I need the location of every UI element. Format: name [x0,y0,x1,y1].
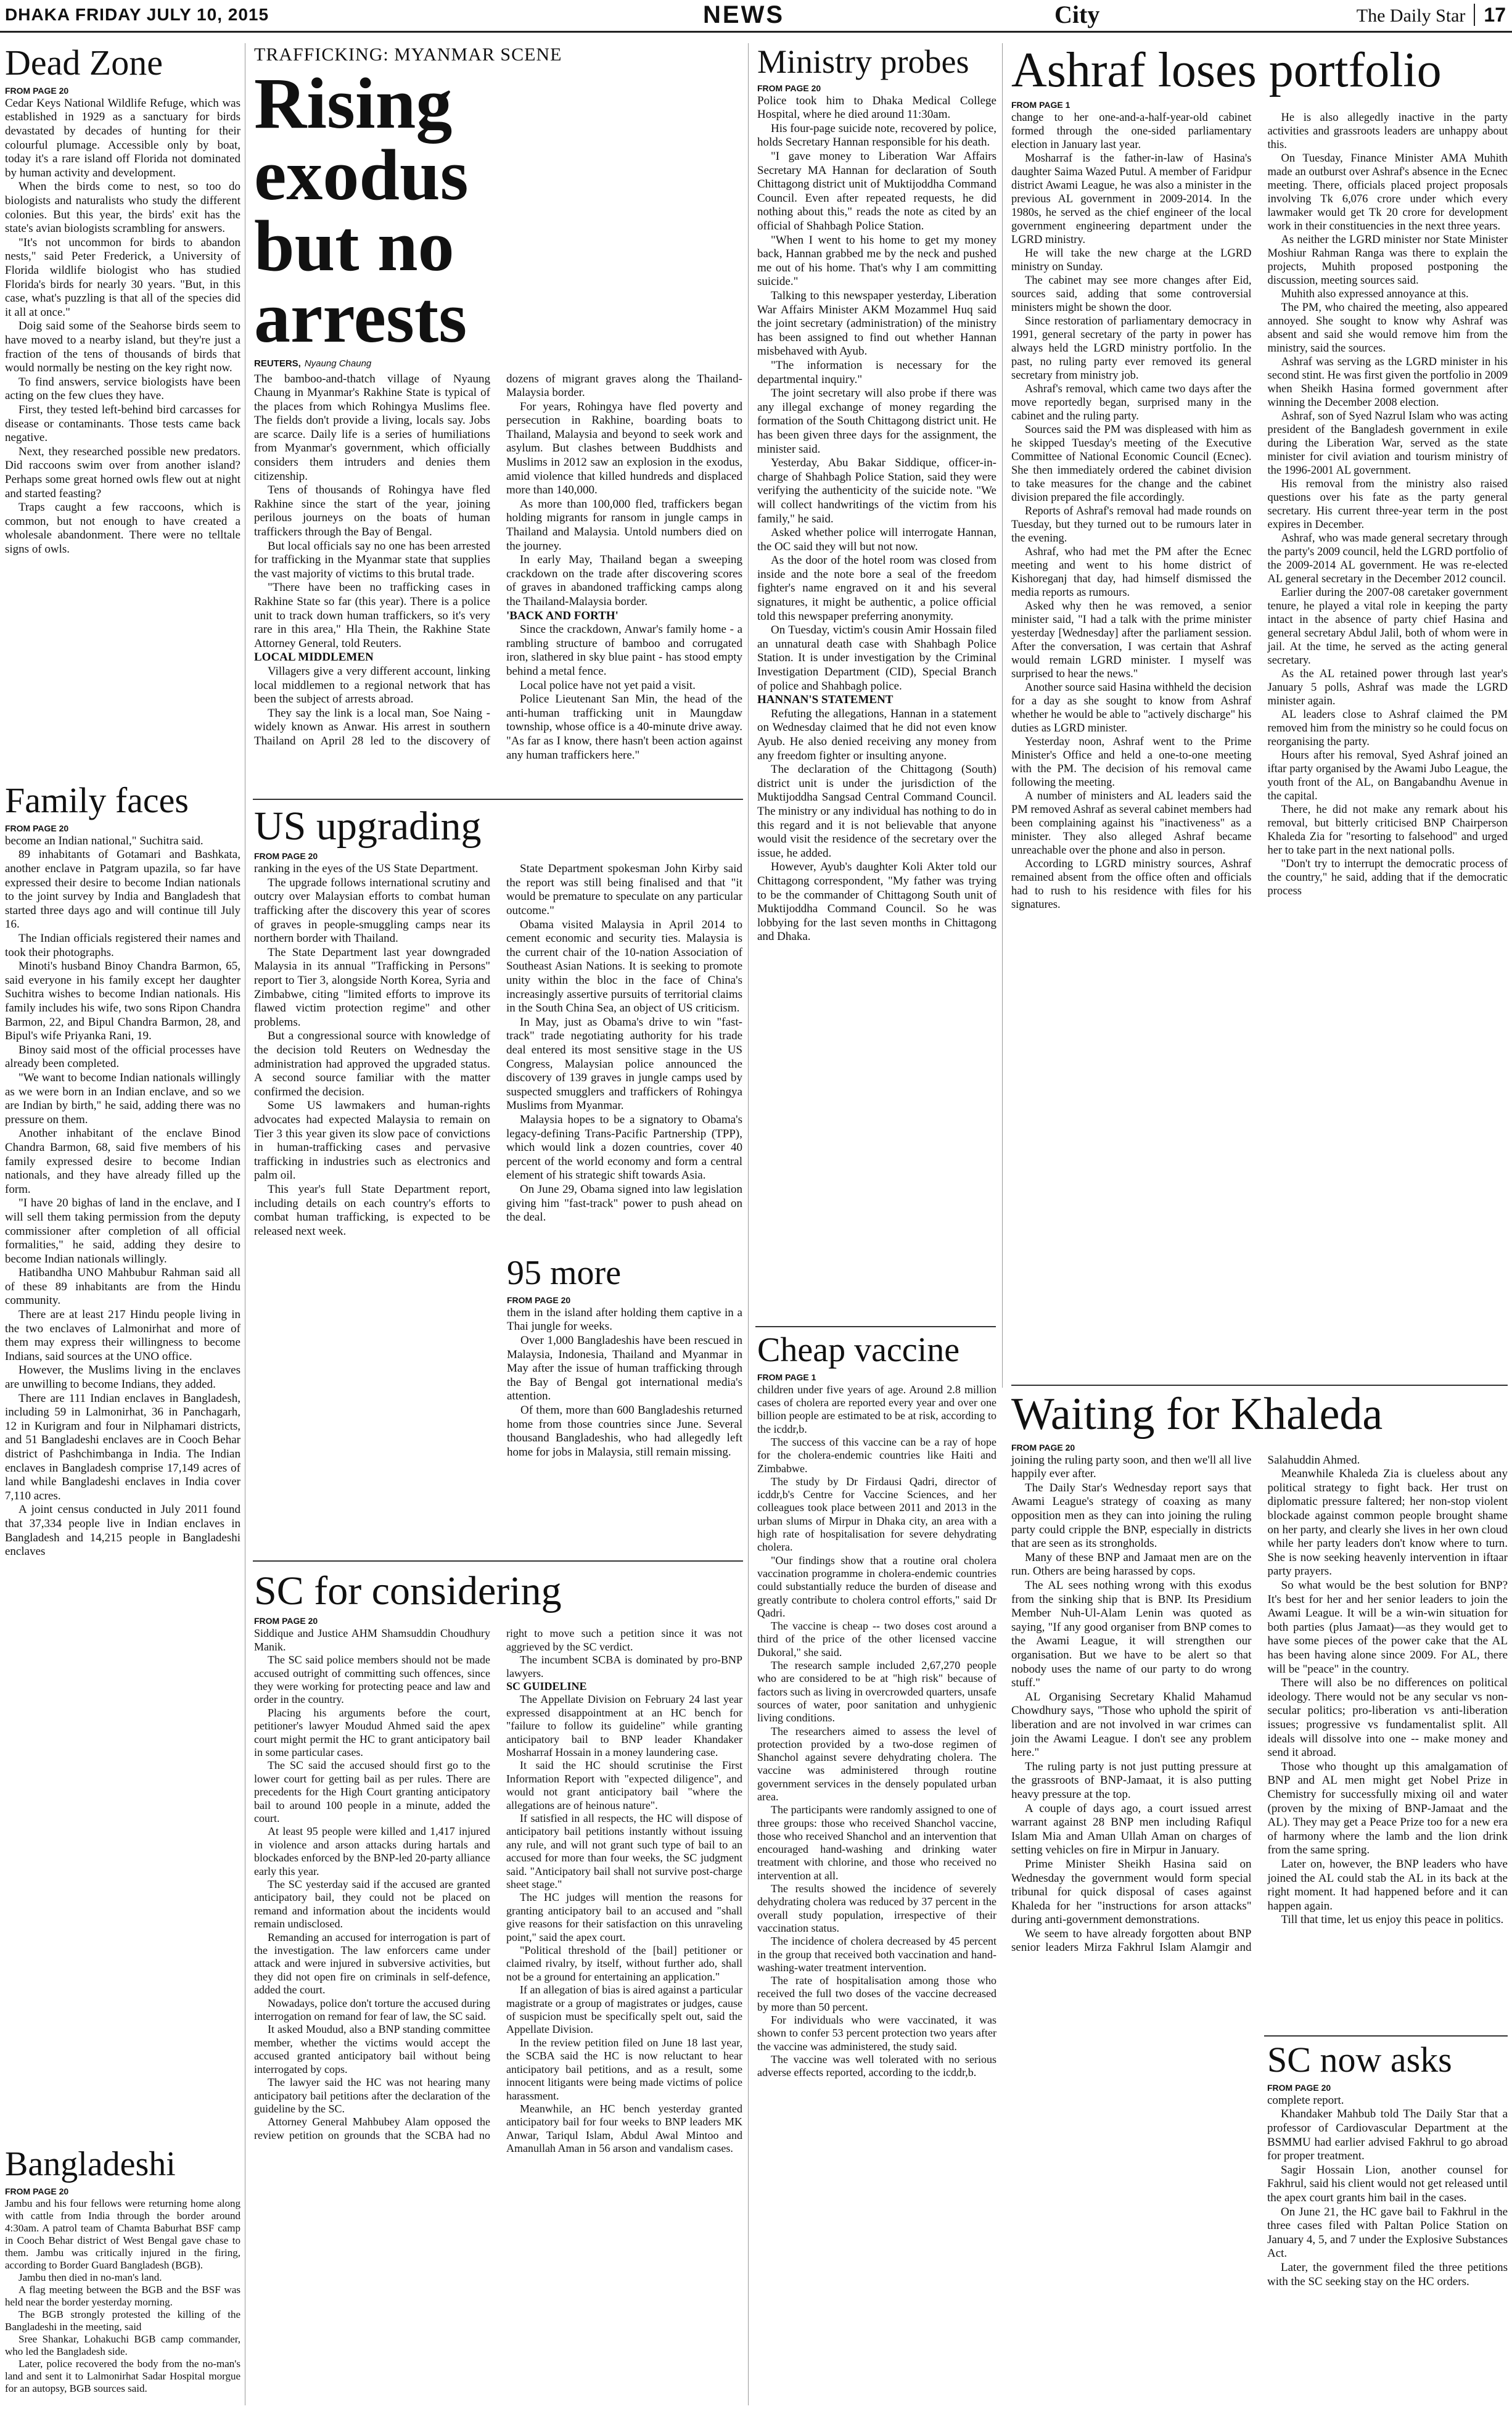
paragraph: Next, they researched possible new predators. Did raccoons swim over from another island? Perhaps some great horned owls flew out at night and started feasting? [5,445,240,500]
paragraph: But local officials say no one has been arrested for trafficking in the Myanmar state that supplies the vast majority of victims to this brutal trade. [254,539,490,580]
article-cheap-vaccine [757,1332,996,2080]
paragraph: The incidence of cholera decreased by 45 percent in the group that received both vaccination and hand-washing-water treatment intervention. [757,1935,996,1974]
jump-line: FROM PAGE 20 [757,83,821,93]
subheading: 'BACK AND FORTH' [506,609,618,622]
paragraph: Reports of Ashraf's removal had made rounds on Tuesday, but they turned out to be rumours later in the evening. [1011,505,1252,545]
paragraph: Sagir Hossain Lion, another counsel for Fakhrul, said his client would not get released until the apex court grants him bail in the cases. [1267,2163,1508,2205]
paragraph: Refuting the allegations, Hannan in a statement on Wednesday claimed that he did not even know Ayub. He also denied receiving any money from any freedom fighter or insulting anyone. [757,707,996,762]
jump-line: FROM PAGE 20 [5,2186,69,2196]
paragraph: We seem to have already forgotten about BNP senior leaders Mirza Fakhrul Islam Alamgir and Salahuddin Ahmed. [1011,1453,1360,1955]
paragraph: Traps caught a few raccoons, which is common, but not enough to have created a wholesale abandonment. There were no telltale signs of owls. [5,501,240,556]
subheading: HANNAN'S STATEMENT [757,693,894,707]
paragraph: On Tuesday, Finance Minister AMA Muhith made an outburst over Ashraf's absence in the Ecnec meeting. There, officials placed project proposals involving Tk 6,076 crore under which every lawmaker would get Tk 20 crore for development work in their constituencies in the next three years. [1267,152,1508,233]
paragraph: According to LGRD ministry sources, Ashraf remained absent from the office often and officials had to rush to his residence with files for his signatures. [1011,858,1252,911]
paragraph: Obama visited Malaysia in April 2014 to cement economic and security ties. Malaysia is the current chair of the 10-nation Association of Southeast Asian Nations. It is seeking to promote unity within the bloc in the face of China's increasingly assertive pursuits of territorial claims in the South China Sea, an object of US criticism. [506,918,742,1015]
article-headline: 95 more [507,1254,622,1292]
paragraph: Many of these BNP and Jamaat men are on the run. Others are being harassed by cops. [1011,1551,1252,1578]
paragraph: The declaration of the Chittagong (South) district unit is under the jurisdiction of the Muktijoddha Sangsad Central Command Council. The ministry or any individual has nothing to do in this regard and it is not believable that anyone would visit the residence of the secretary over the issue, he added. [757,763,996,860]
page-header [0,0,1512,33]
paragraph: "We want to become Indian nationals willingly as we were born in an Indian enclave, and so we are Indian by birth," he said, adding there was no pressure on them. [5,1071,240,1126]
paragraph: The results showed the incidence of severely dehydrating cholera was reduced by 37 percent in the overall study population, irrespective of their vaccination status. [757,1882,996,1934]
article-family-faces [5,782,240,1559]
article-headline: US upgrading [254,804,482,849]
subheading: LOCAL MIDDLEMEN [254,651,374,664]
paragraph: Earlier during the 2007-08 caretaker government tenure, he played a vital role in keeping the party intact in the absence of party chief Hasina and general secretary Abdul Jalil, both of whom were in jail. At the time, he served as the acting general secretary. [1267,587,1508,667]
paragraph: The joint secretary will also probe if there was any illegal exchange of money regarding the formation of the South Chittagong district unit. He has been given three days for the assignment, the minister said. [757,387,996,456]
paragraph: "It's not uncommon for birds to abandon nests," said Peter Frederick, a University of Florida wildlife biologist who has studied Florida's birds for nearly 30 years. "But, in this case, what's puzzling is that all of the species did it all at once." [5,236,240,319]
paragraph: There will also be no differences on political ideology. There would not be any secular vs non-secular politics; pro-liberation vs anti-liberation issues; progressive vs fundamentalist split. All ideals will dissolve into one -- make money and send it abroad. [1267,1676,1508,1760]
article-headline: Cheap vaccine [757,1331,960,1369]
paragraph: There are 111 Indian enclaves in Bangladesh, including 59 in Lalmonirhat, 36 in Panchagarh, 12 in Kurigram and four in Nilphamari districts, and 51 Bangladeshi enclaves are in Cooch Behar district of Pashchimbanga in India. The Indian enclaves in Bangladesh comprise 17,149 acres of land while Bangladeshi enclaves in India cover 7,110 acres. [5,1391,240,1502]
paragraph: "There have been no trafficking cases in Rakhine State so far (this year). There is a police unit to track down human traffickers, so it's very rare in this area," Hla Thein, the Rakhine State Attorney General, told Reuters. [254,581,490,650]
paragraph: Minoti's husband Binoy Chandra Barmon, 65, said everyone in his family except her daughter Suchitra wishes to become Indian nationals. His family includes his wife, two sons Ripon Chandra Barmon, 22, and Bipul Chandra Barmon, 28, and Bipul's wife Priyanka Rani, 19. [5,960,240,1043]
paragraph: The SC yesterday said if the accused are granted anticipatory bail, they could not be placed on remand and information about the incidents would remain undisclosed. [254,1878,490,1930]
paragraph: Tens of thousands of Rohingya have fled Rakhine since the start of the year, joining perilous journeys on the boats of human traffickers through the Bay of Bengal. [254,484,490,539]
paragraph: The PM, who chaired the meeting, also appeared annoyed. She sought to know why Ashraf was absent and said she would remove him from the ministry, said the sources. [1267,302,1508,355]
paragraph: However, the Muslims living in the enclaves are unwilling to become Indians, they added. [5,1364,240,1391]
article-sc-now-asks [1267,2041,1508,2289]
paragraph: The lawyer said the HC was not hearing many anticipatory bail petitions after the declaration of the guideline by the SC. [254,2076,490,2115]
page-number: 17 [1474,4,1506,26]
article-headline: Family faces [5,780,189,820]
article-body [5,834,240,1559]
paragraph: change to her one-and-a-half-year-old cabinet formed through the one-sided parliamentary election in January last year. [1011,112,1252,151]
paragraph: When the birds come to nest, so too do biologists and naturalists who study the different colonies. But this year, the birds' exit has the state's avian biologists scrambling for answers. [5,180,240,236]
paragraph: Till that time, let us enjoy this peace in politics. [1281,1913,1504,1927]
paragraph: Meanwhile, an HC bench yesterday granted anticipatory bail for four weeks to BNP leaders MK Anwar, Tariqul Islam, Abdul Awal Mintoo and Amanullah Aman in 56 arson and vandalism cases. [506,2102,742,2155]
city-label: City [1054,1,1100,28]
paragraph: The incumbent SCBA is dominated by pro-BNP lawyers. [506,1654,742,1679]
paragraph: Another inhabitant of the enclave Binod Chandra Barmon, 68, said five members of his family expressed desire to become Indian nationals, and they have already filled up the form. [5,1127,240,1196]
paragraph: Local police have not yet paid a visit. [520,678,696,692]
paragraph: Asked whether police will interrogate Hannan, the OC said they will but not now. [757,526,996,553]
paper-name: The Daily Star [1356,6,1466,26]
paragraph: Another source said Hasina withheld the decision for a day as she sought to know from Ashraf whether he would be able to "actively discharge" his duties as LGRD minister. [1011,682,1252,735]
dateline: DHAKA FRIDAY JULY 10, 2015 [5,5,269,24]
paragraph: As the AL retained power through last year's January 5 polls, Ashraf was made the LGRD minister again. [1267,668,1508,707]
paragraph: Of them, more than 600 Bangladeshis returned home from those countries since June. Several thousand Bangladeshis, who had allegedly left home for jobs in Malaysia, still remain missing. [507,1403,742,1459]
article-us-upgrading [254,805,742,1294]
paragraph: Over 1,000 Bangladeshis have been rescued in Malaysia, Indonesia, Thailand and Myanmar in May after the issue of human trafficking through the Bay of Bengal got international media's attention. [507,1333,742,1403]
article-headline: Dead Zone [5,43,163,83]
paragraph: A flag meeting between the BGB and the BSF was held near the border yesterday morning. [5,2283,240,2308]
paragraph: In the review petition filed on June 18 last year, the SCBA said the HC is now reluctant to hear anticipatory bail petitions, and as a result, some innocent litigants were being made victims of police harassment. [506,2036,742,2102]
paragraph: There are at least 217 Hindu people living in the two enclaves of Lalmonirhat and more of them may express their willingness to become Indians, said sources at the UNO office. [5,1308,240,1363]
paragraph: 89 inhabitants of Gotamari and Bashkata, another enclave in Patgram upazila, so far have expressed their desire to become Indian nationals to the joint survey by India and Bangladesh that started three days ago and will continue till July 16. [5,848,240,931]
paragraph: As neither the LGRD minister nor State Minister Moshiur Rahman Ranga was there to explain the projects, Muhith proposed postponing the discussion, meeting sources said. [1267,234,1508,287]
article-body [254,1627,742,2386]
section-rule [1011,1385,1508,1386]
paragraph: The AL sees nothing wrong with this exodus from the sinking ship that is BNP. Its Presidium Member Nuh-Ul-Alam Lenin was quoted as saying, "If any good organiser from BNP comes to the Awami League, it will strengthen our organisation. But we have to be alert so that nobody uses the name of our party to do wrong stuff." [1011,1579,1252,1690]
kicker: TRAFFICKING: MYANMAR SCENE [254,44,562,65]
paragraph: Yesterday, Abu Bakar Siddique, officer-in-charge of Shahbagh Police Station, said they were verifying the authenticity of the suicide note. "We will collect handwritings of the victim from his family," he said. [757,456,996,525]
paragraph: become an Indian national," Suchitra said. [5,834,203,847]
paragraph: Some US lawmakers and human-rights advocates had expected Malaysia to remain on Tier 3 this year given its slow pace of convictions in human-trafficking cases and pervasive trafficking in industries such as electronics and palm oil. [254,1099,490,1182]
article-body [1011,1454,1508,2070]
byline: REUTERS, Nyaung Chaung [254,358,372,369]
paragraph: Jambu then died in no-man's land. [18,2271,162,2283]
paragraph: A joint census conducted in July 2011 found that 37,334 people live in Indian enclaves in Bangladesh and 14,215 people in Bangladeshi enclaves [5,1503,240,1559]
article-headline: Rising exodus but no arrests [254,63,469,358]
article-body [1267,2094,1508,2289]
paragraph: Since restoration of parliamentary democracy in 1991, general secretary of the party in power has always held the LGRD ministry portfolio. In the past, no ruling party ever removed its general secretary from ministry job. [1011,315,1252,382]
article-waiting-for-khaleda [1011,1391,1508,2070]
article-bangladeshi [5,2146,240,2395]
paragraph: Sree Shankar, Lohakuchi BGB camp commander, who led the Bangladesh side. [5,2333,240,2357]
paragraph: The rate of hospitalisation among those who received the full two doses of the vaccine decreased by more than 50 percent. [757,1974,996,2013]
paragraph: "I have 20 bighas of land in the enclave, and I will sell them taking permission from the deputy commissioner after completion of all official formalities," he said, adding they desire to become Indian nationals willingly. [5,1197,240,1266]
paragraph: If an allegation of bias is aired against a particular magistrate or a group of magistrates or judges, cause of suspicion must be specifically spelt out, said the Appellate Division. [506,1984,742,2036]
paragraph: Attorney General Mahbubey Alam opposed the review petition on grounds that the SCBA had no right to move such a petition since it was not aggrieved by the SC verdict. [254,1627,742,2141]
paragraph: complete report. [1267,2093,1344,2107]
paragraph: The vaccine was well tolerated with no serious adverse effects reported, according to the icddr,b. [757,2053,996,2079]
article-body [1011,111,1508,1382]
paragraph: He will take the new charge at the LGRD ministry on Sunday. [1011,247,1252,273]
paragraph: On Tuesday, victim's cousin Amir Hossain filed an unnatural death case with Shahbagh Police Station. It is under investigation by the Criminal Investigation Department (CID), Special Branch of police and Shahbagh police. [757,624,996,693]
article-headline: Bangladeshi [5,2145,176,2183]
paragraph: The research sample included 2,67,270 people who are considered to be at "high risk" because of factors such as living in overcrowded quarters, unsafe sources of water, poor sanitation and unhygienic living conditions. [757,1659,996,1724]
paragraph: The participants were randomly assigned to one of three groups: those who received Shanchol vaccine, those who received Shanchol and an intervention that encouraged hand-washing and drinking water treatment with chlorine, and those who received no intervention at all. [757,1803,996,1882]
paragraph: On June 21, the HC gave bail to Fakhrul in the three cases filed with Paltan Police Station on January 4, 5, and 7 under the Explosive Substances Act. [1267,2205,1508,2260]
jump-line: FROM PAGE 20 [5,85,69,96]
article-body [507,1306,742,1460]
paragraph: Later, the government filed the three petitions with the SC seeking stay on the HC orders. [1267,2261,1508,2288]
paragraph: Binoy said most of the official processes have already been completed. [5,1043,240,1071]
paragraph: Siddique and Justice AHM Shamsuddin Choudhury Manik. [254,1627,490,1653]
paragraph: There, he did not make any remark about his removal, but bitterly criticised BNP Chairperson Khaleda Zia for "resorting to falsehood" and urged her to take part in the next national polls. [1267,804,1508,857]
paragraph: A number of ministers and AL leaders said the PM removed Ashraf as several cabinet members had been complaining against his "inactiveness" as a minister. They also alleged Ashraf became unreachable over the phone and also in person. [1011,790,1252,857]
paragraph: "I gave money to Liberation War Affairs Secretary MA Hannan for declaration of South Chittagong district unit of Muktijoddha Command Council. Even after repeated requests, he did nothing about this," reads the note as cited by an official of Shahbagh Police Station. [757,150,996,233]
article-body [5,2198,240,2395]
paragraph: It said the HC should scrutinise the First Information Report with "expected diligence", and would not grant anticipatory bail "where the allegations are of heinous nature". [506,1759,742,1811]
paragraph: them in the island after holding them captive in a Thai jungle for weeks. [507,1306,742,1333]
article-body [254,862,742,1294]
paragraph: "When I went to his home to get my money back, Hannan grabbed me by the neck and pushed me out of his home. That's why I am committing suicide." [757,233,996,289]
section-rule [253,1560,743,1562]
paragraph: On June 29, Obama signed into law legislation giving him "fast-track" power to push ahead on the deal. [506,1182,742,1224]
jump-line: FROM PAGE 20 [254,1616,318,1626]
paragraph: First, they tested left-behind bird carcasses for disease or contaminants. Those tests came back negative. [5,403,240,445]
paragraph: Meanwhile Khaleda Zia is clueless about any political strategy to fight back. Her trust on diplomatic pressure faltered; her non-stop violent blockade against common people brought shame on her party, and clearly she lives in her own cloud while her party leaders don't know where to turn. She is now seeking heavenly intervention in iftaar party prayers. [1267,1467,1508,1578]
jump-line: FROM PAGE 20 [5,823,69,833]
paragraph: Police Lieutenant San Min, the head of the anti-human trafficking unit in Maungdaw township, whose office is a 40-minute drive away. "As far as I know, there hasn't been action against any human traffickers here." [506,693,742,762]
paragraph: "Our findings show that a routine oral cholera vaccination programme in cholera-endemic countries could substantially reduce the burden of disease and greatly contribute to cholera control efforts," said Dr Qadri. [757,1554,996,1619]
paragraph: His four-page suicide note, recovered by police, holds Secretary Hannan responsible for his death. [757,122,996,149]
paragraph: AL leaders close to Ashraf claimed the PM removed him from the ministry so he could focus on reorganising the party. [1267,709,1508,748]
article-ministry-probes [757,44,996,944]
paragraph: The study by Dr Firdausi Qadri, director of icddr,b's Centre for Vaccine Sciences, and her colleagues took place between 2011 and 2013 in the urban slums of Mirpur in Dhaka city, an area with a high rate of hospitalisation for severe dehydrating cholera. [757,1475,996,1554]
paragraph: His removal from the ministry also raised questions over his fate as the party general secretary. His current three-year term in the post expires in December. [1267,478,1508,531]
paragraph: Villagers give a very different account, linking local middlemen to a regional network that has been the subject of arrests abroad. [254,664,490,706]
paragraph: "Don't try to interrupt the democratic process of the country," he said, adding that if the democratic process [1267,858,1508,897]
paragraph: To find answers, service biologists have been acting on the few clues they have. [5,375,240,403]
paragraph: The Appellate Division on February 24 last year expressed disappointment at an HC bench for "failure to follow its guideline" while granting anticipatory bail to BNP leader Khandaker Mosharraf Hossain in a money laundering case. [506,1693,742,1758]
article-body [757,1383,996,2080]
paragraph: Ashraf, who was made general secretary through the party's 2009 council, held the LGRD portfolio of the 2009-2014 AL government. He was re-elected AL general secretary in the December 2012 council. [1267,532,1508,585]
paragraph: He is also allegedly inactive in the party activities and grassroots leaders are unhappy about this. [1267,112,1508,151]
article-ashraf-loses-portfolio [1011,44,1508,1382]
paragraph: This year's full State Department report, including details on each country's efforts to combat human trafficking, is expected to be released next week. [254,1182,490,1238]
subheading: SC GUIDELINE [506,1679,587,1692]
article-headline: Ministry probes [757,43,969,80]
paragraph: A couple of days ago, a court issued arrest warrant against 28 BNP men including Rafiqul Islam Mia and Aman Ullah Aman on charges of setting vehicles on fire in Mirpur in January. [1011,1802,1252,1857]
paragraph: Khandaker Mahbub told The Daily Star that a professor of Cardiovascular Department at the BSMMU had earlier advised Fakhrul to go abroad for proper treatment. [1267,2107,1508,2163]
paragraph: Later, police recovered the body from the no-man's land and sent it to Lalmonirhat Sadar Hospital morgue for an autopsy, BGB sources said. [5,2357,240,2394]
paragraph: The BGB strongly protested the killing of the Bangladeshi in the meeting, said [5,2308,240,2333]
column-rule [1002,43,1003,1388]
paragraph: Sources said the PM was displeased with him as he skipped Tuesday's meeting of the Executive Committee of National Economic Council (Ecnec). She then immediately ordered the cabinet division to take measures for the change and the cabinet division prepared the file accordingly. [1011,424,1252,504]
paragraph: Jambu and his four fellows were returning home along with cattle from India through the border around 4:30am. A patrol team of Chamta Baburhat BSF camp in Cooch Behar district of West Bengal gave chase to them. Jambu was critically injured in the firing, according to Border Guard Bangladesh (BGB). [5,2197,240,2271]
paragraph: children under five years of age. Around 2.8 million cases of cholera are reported every year and over one billion people are estimated to be at risk, according to the icddr,b. [757,1383,996,1435]
paragraph: Ashraf was serving as the LGRD minister in his second stint. He was first given the portfolio in 2009 when Sheikh Hasina formed government after winning the December 2008 election. [1267,356,1508,409]
masthead [1357,4,1506,27]
paragraph: Asked why then he was removed, a senior minister said, "I had a talk with the prime minister yesterday [Wednesday] after the parliament session. After the conversation, I was certain that Ashraf would remain LGRD minister. I myself was surprised to hear the news." [1011,600,1252,680]
paragraph: Malaysia hopes to be a signatory to Obama's legacy-defining Trans-Pacific Partnership (TPP), which would link a dozen countries, cover 40 percent of the world economy and form a central element of his strategic shift towards Asia. [506,1113,742,1182]
paragraph: In May, just as Obama's drive to win "fast-track" trade negotiating authority for his trade deal entered its most sensitive stage in the US Congress, Malaysian police announced the discovery of 139 graves in jungle camps used by suspected smugglers and traffickers of Rohingya Muslims from Myanmar. [506,1015,742,1113]
jump-line: FROM PAGE 20 [507,1295,571,1305]
paragraph: "Political threshold of the [bail] petitioner or claimed rivalry, by itself, without further ado, shall not be a ground for entertaining an application." [506,1944,742,1983]
paragraph: Hatibandha UNO Mahbubur Rahman said all of these 89 inhabitants are from the Hindu community. [5,1266,240,1308]
paragraph: The ruling party is not just putting pressure at the grassroots of BNP-Jamaat, it is also putting heavy pressure at the top. [1011,1760,1252,1801]
article-headline: SC now asks [1267,2040,1452,2080]
column-rule [748,43,749,2405]
paragraph: The HC judges will mention the reasons for granting anticipatory bail to an accused and "shall give reasons for their satisfaction on this unraveling point," said the apex court. [506,1891,742,1943]
paragraph: The SC said police members should not be made accused outright of committing such offences, since they were working for protecting peace and law and order in the country. [254,1654,490,1706]
article-headline: Waiting for Khaleda [1011,1389,1383,1440]
paragraph: The upgrade follows international scrutiny and outcry over Malaysian efforts to combat human trafficking after the discovery this year of scores of graves in people-smuggling camps near its northern border with Thailand. [254,876,490,945]
paragraph: The vaccine is cheap -- two doses cost around a third of the price of the other licensed vaccine Dukoral," she said. [757,1620,996,1658]
paragraph: Placing his arguments before the court, petitioner's lawyer Moudud Ahmed said the apex court might permit the HC to grant anticipatory bail in some particular cases. [254,1706,490,1758]
paragraph: Muhith also expressed annoyance at this. [1281,288,1469,300]
paragraph: Nowadays, police don't torture the accused during interrogation on remand for fear of law, the SC said. [254,1996,490,2023]
paragraph: Talking to this newspaper yesterday, Liberation War Affairs Minister AKM Mozammel Huq said the joint secretary (administration) of the ministry has been assigned to find out whether Hannan misbehaved with Ayub. [757,289,996,358]
paragraph: Mosharraf is the father-in-law of Hasina's daughter Saima Wazed Putul. A member of Faridpur district Awami League, he was also a minister in the previous AL government in 2009-2014. In the 1980s, he served as the chief engineer of the local government engineering department under the LGRD ministry. [1011,152,1252,246]
paragraph: It asked Moudud, also a BNP standing committee member, whether the victims would accept the accused granted anticipatory bail without being interrogated by cops. [254,2023,490,2075]
paragraph: So what would be the best solution for BNP? It's best for her and her senior leaders to join the Awami League. It will be a win-win situation for both parties (plus Jamaat)—as they would get to have some pieces of the power cake that the AL has been having alone since 2009. For AL, there will be "peace" in the country. [1267,1579,1508,1676]
paragraph: Ashraf, son of Syed Nazrul Islam who was acting president of the Bangladesh government in exile during the Liberation War, served as the state minister for civil aviation and tourism ministry of the 1996-2001 AL government. [1267,410,1508,477]
jump-line: FROM PAGE 1 [1011,100,1070,110]
paragraph: Remanding an accused for interrogation is part of the investigation. The law enforcers came under attack and were injured in subversive activities, but they did not open fire on criminals in self-defence, added the court. [254,1930,490,1996]
paragraph: ranking in the eyes of the US State Department. [254,862,479,876]
paragraph: For individuals who were vaccinated, it was shown to confer 53 percent protection two years after the vaccine was administered, the study said. [757,2014,996,2053]
paragraph: The success of this vaccine can be a ray of hope for the cholera-endemic countries like Haiti and Zimbabwe. [757,1435,996,1475]
article-body [757,94,996,944]
section-rule [755,1326,996,1327]
article-headline: SC for considering [254,1568,562,1613]
paragraph: However, Ayub's daughter Koli Akter told our Chittagong correspondent, "My father was trying to be the commander of Chittagong South unit of Muktijoddha Command Council. So he was lobbying for the last seven months in Chittagong and Dhaka. [757,860,996,944]
paragraph: At least 95 people were killed and 1,417 injured in violence and arson attacks during hartals and blockades enforced by the BNP-led 20-party alliance early this year. [254,1825,490,1877]
article-sc-for-considering [254,1570,742,2386]
paragraph: But a congressional source with knowledge of the decision told Reuters on Wednesday the administration had approved the upgraded status. A second source familiar with the matter confirmed the decision. [254,1029,490,1098]
article-rising-exodus [254,44,742,934]
paragraph: The Daily Star's Wednesday report says that Awami League's strategy of coaxing as many opposition men as they can into joining the ruling party could cripple the BNP, especially in districts that are seen as its strongholds. [1011,1481,1252,1551]
paragraph: As more than 100,000 fled, traffickers began holding migrants for ransom in jungle camps in Thailand and Malaysia. Untold numbers died on the journey. [506,497,742,553]
paragraph: The State Department last year downgraded Malaysia in its annual "Trafficking in Persons" report to Tier 3, alongside North Korea, Syria and Zimbabwe, citing "limited efforts to improve its flawed victim protection regime" and other problems. [254,945,490,1029]
paragraph: Hours after his removal, Syed Ashraf joined an iftar party organised by the Awami Jubo League, the youth front of the AL, on Bangabandhu Avenue in the capital. [1267,749,1508,802]
jump-line: FROM PAGE 20 [1267,2082,1331,2093]
paragraph: In early May, Thailand began a sweeping crackdown on the trade after discovering scores of graves in abandoned trafficking camps along the Thailand-Malaysia border. [506,553,742,608]
article-body [5,97,240,557]
paragraph: Police took him to Dhaka Medical College Hospital, where he died around 11:30am. [757,94,996,122]
paragraph: Ashraf, who had met the PM after the Ecnec meeting and went to his home district of Kishoreganj that day, had himself dismissed the media reports as rumours. [1011,546,1252,599]
paragraph: Since the crackdown, Anwar's family home - a rambling structure of bamboo and corrugated iron, slathered in sky blue paint - has stood empty behind a metal fence. [506,623,742,678]
paragraph: Prime Minister Sheikh Hasina said on Wednesday the government would form special tribunal for quick disposal of cases against Khaleda for her "instructions for arson attacks" during anti-government demonstrations. [1011,1857,1252,1927]
paragraph: For years, Rohingya have fled poverty and persecution in Rakhine, boarding boats to Thailand, Malaysia and beyond to seek work and asylum. But clashes between Buddhists and Muslims in 2012 saw an explosion in the exodus, amid violence that killed hundreds and displaced more than 140,000. [506,400,742,497]
paragraph: Cedar Keys National Wildlife Refuge, which was established in 1929 as a sanctuary for birds devastated by decades of hunting for their colourful plumage. Accessible only by boat, today it's a rare island off Florida not dominated by human activity and development. [5,96,240,179]
article-dead-zone [5,44,240,556]
paragraph: Those who thought up this amalgamation of BNP and AL men might get Nobel Prize in Chemistry for successfully mixing oil and water (proven by the mixing of BNP-Jamaat and the AL). They may get a Peace Prize too for a new era of harmony where the lamb and the lion drink from the same spring. [1267,1760,1508,1857]
paragraph: If satisfied in all respects, the HC will dispose of anticipatory bail petitions instantly without issuing any rule, and will not grant such type of bail to an accused for more than four weeks, the SC judgment said. "Anticipatory bail shall not survive post-charge sheet stage." [506,1811,742,1891]
article-headline: Ashraf loses portfolio [1011,43,1442,97]
paragraph: joining the ruling party soon, and then we'll all live happily ever after. [1011,1453,1252,1481]
paragraph: State Department spokesman John Kirby said the report was still being finalised and that "it would be premature to speculate on any particular outcome." [506,862,742,918]
paragraph: Doig said some of the Seahorse birds seem to have moved to a nearby island, but they're just a fraction of the tens of thousands of birds that would normally be nesting on the key right now. [5,319,240,375]
paragraph: AL Organising Secretary Khalid Mahamud Chowdhury says, "Those who uphold the spirit of liberation and are not involved in war crimes can join the Awami League. I don't see any problem here." [1011,1690,1252,1760]
paragraph: Later on, however, the BNP leaders who have joined the AL could stab the AL in its back at the right moment. It had happened before and it can happen again. [1267,1857,1508,1913]
paragraph: The SC said the accused should first go to the lower court for getting bail as per rules. There are precedents for the High Court granting anticipatory bail to around 100 people in a minute, added the court. [254,1759,490,1824]
section-name: NEWS [703,1,784,28]
paragraph: The cabinet may see more changes after Eid, sources said, adding that some controversial ministers might be shown the door. [1011,274,1252,314]
article-95-more [507,1255,742,1459]
paragraph: Yesterday noon, Ashraf went to the Prime Minister's Office and held a one-to-one meeting with the PM. The decision of his removal came following the meeting. [1011,736,1252,789]
jump-line: FROM PAGE 1 [757,1372,816,1382]
paragraph: The bamboo-and-thatch village of Nyaung Chaung in Myanmar's Rakhine State is typical of the places from which Rohingya Muslims flee. The fields don't provide a living, locals say. Jobs are scarce. Daily life is a series of humiliations from Myanmar's government, which officially considers them intruders and denies them citizenship. [254,372,490,483]
jump-line: FROM PAGE 20 [1011,1442,1075,1452]
paragraph: "The information is necessary for the departmental inquiry." [757,358,996,386]
paragraph: The Indian officials registered their names and took their photographs. [5,932,240,959]
paragraph: As the door of the hotel room was closed from inside and the note bore a seal of the freedom fighter's name engraved on it and his several signatures, it might be authentic, a police official told this newspaper preferring anonymity. [757,554,996,623]
paragraph: They say the link is a local man, Soe Naing - widely known as Anwar. His arrest in southern Thailand on April 28 led to the discovery of dozens of migrant graves along the Thailand-Malaysia border. [254,372,742,748]
jump-line: FROM PAGE 20 [254,851,318,862]
paragraph: The researchers aimed to assess the level of protection provided by a two-dose regimen of Shanchol against severe dehydrating cholera. The vaccine was administered through routine government services in the densely populated urban area. [757,1724,996,1803]
paragraph: Ashraf's removal, which came two days after the move reportedly began, surprised many in the cabinet and the ruling party. [1011,383,1252,422]
